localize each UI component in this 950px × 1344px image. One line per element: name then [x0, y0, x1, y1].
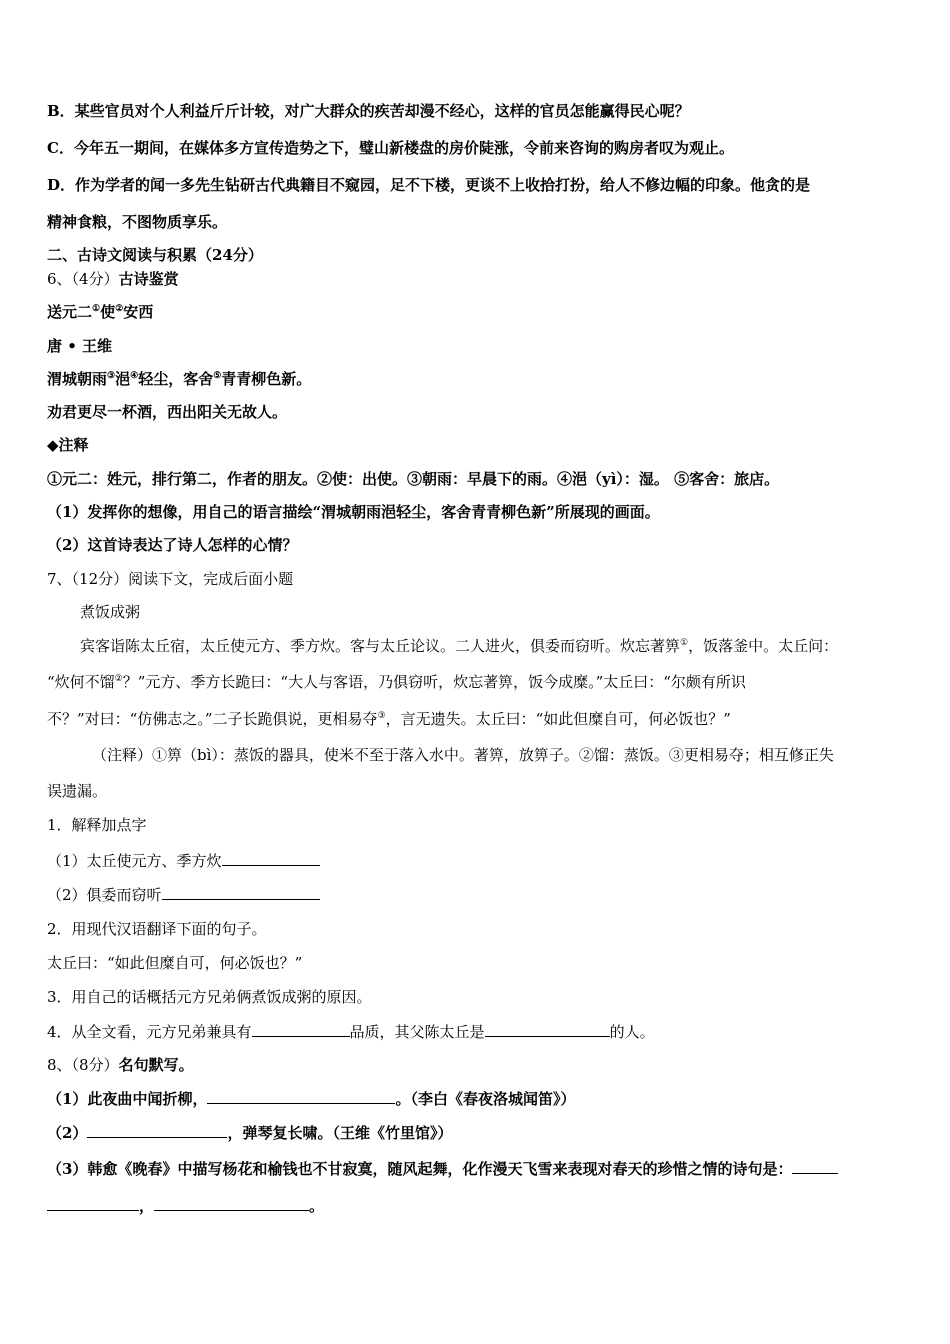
q6-title: 古诗鉴赏 [118, 270, 179, 288]
q7-item-1b: （2）俱委而窃听 [47, 884, 320, 905]
poem-author: 唐 • 王维 [47, 337, 113, 355]
q7-item-2: 2．用现代汉语翻译下面的句子。 [47, 920, 267, 938]
option-d-line2: 精神食粮，不图物质享乐。 [47, 213, 228, 231]
q8-sub-1: （1）此夜曲中闻折柳， 。（李白《春夜洛城闻笛》） [47, 1090, 576, 1108]
q7-item-1: 1．解释加点字 [47, 816, 147, 834]
answer-blank[interactable] [485, 1021, 610, 1037]
notes-heading: ◆注释 [47, 436, 89, 454]
passage-line-1: 宾客诣陈太丘宿，太丘使元方、季方炊。客与太丘论议。二人进火，俱委而窃听。炊忘著箅①，饭落釜中。太丘问： [80, 637, 839, 655]
option-b: B．某些官员对个人利益斤斤计较，对广大群众的疾苦却漫不经心，这样的官员怎能赢得民心呢？ [47, 102, 690, 120]
q6-sub-2: （2）这首诗表达了诗人怎样的心情？ [47, 536, 298, 554]
q8-sub-2: （2） ，弹琴复长啸。（王维《竹里馆》） [47, 1124, 453, 1142]
poem-notes: ①元二：姓元，排行第二，作者的朋友。②使：出使。③朝雨：早晨下的雨。④浥（yì）：湿。 ⑤客舍：旅店。 [47, 470, 780, 488]
answer-blank[interactable] [207, 1088, 395, 1104]
q8-title: 名句默写。 [118, 1056, 194, 1074]
q7-item-3: 3．用自己的话概括元方兄弟俩煮饭成粥的原因。 [47, 988, 372, 1006]
poem-title: 送元二①使②安西 [47, 303, 154, 321]
answer-blank[interactable] [792, 1158, 838, 1174]
q8-sub-3-cont: ， 。 [47, 1195, 324, 1216]
answer-blank[interactable] [154, 1195, 309, 1211]
q8-heading [47, 1055, 194, 1075]
passage-line-2: “炊何不馏②？”元方、季方长跪曰：“大人与客语，乃俱窃听，炊忘著箅，饭今成糜。”太丘曰：“尔颇有所识 [47, 673, 746, 691]
q8-number: 8、（8分） [47, 1056, 119, 1074]
option-d-line1: D．作为学者的闻一多先生钻研古代典籍目不窥园，足不下楼，更谈不上收拾打扮，给人不修边幅的印象。他贪的是 [47, 176, 811, 194]
q6-heading [47, 269, 179, 289]
passage-line-3: 不？”对曰：“仿佛志之。”二子长跪俱说，更相易夺③，言无遗失。太丘曰：“如此但糜自可，何必饭也？” [47, 710, 731, 728]
answer-blank[interactable] [87, 1122, 227, 1138]
q8-sub-3: （3）韩愈《晚春》中描写杨花和榆钱也不甘寂寞，随风起舞，化作漫天飞雪来表现对春天的珍惜之情的诗句是： [47, 1158, 838, 1179]
answer-blank[interactable] [162, 884, 320, 900]
option-c: C．今年五一期间，在媒体多方宣传造势之下，璧山新楼盘的房价陡涨，令前来咨询的购房者叹为观止。 [47, 139, 734, 157]
q7-item-2-sentence: 太丘曰：“如此但糜自可，何必饭也？” [47, 954, 303, 972]
passage-title: 煮饭成粥 [80, 603, 141, 621]
q7-heading: 7、（12分）阅读下文，完成后面小题 [47, 570, 294, 588]
q6-number: 6、（4分） [47, 270, 119, 288]
passage-note-1: （注释）①箅（bì）：蒸饭的器具，使米不至于落入水中。著箅，放箅子。②馏：蒸饭。③更相易夺；相互修正失 [92, 746, 834, 764]
q7-item-1a: （1）太丘使元方、季方炊 [47, 850, 320, 871]
q7-item-4: 4．从全文看，元方兄弟兼具有 品质，其父陈太丘是 的人。 [47, 1023, 655, 1041]
section-2-heading: 二、古诗文阅读与积累（24分） [47, 246, 263, 264]
answer-blank[interactable] [47, 1195, 139, 1211]
answer-blank[interactable] [222, 850, 320, 866]
passage-note-2: 误遗漏。 [47, 782, 108, 800]
poem-line-1: 渭城朝雨③浥④轻尘，客舍⑤青青柳色新。 [47, 370, 312, 388]
answer-blank[interactable] [252, 1021, 350, 1037]
q6-sub-1: （1）发挥你的想像，用自己的语言描绘“渭城朝雨浥轻尘，客舍青青柳色新”所展现的画面。 [47, 503, 660, 521]
poem-line-2: 劝君更尽一杯酒，西出阳关无故人。 [47, 403, 288, 421]
